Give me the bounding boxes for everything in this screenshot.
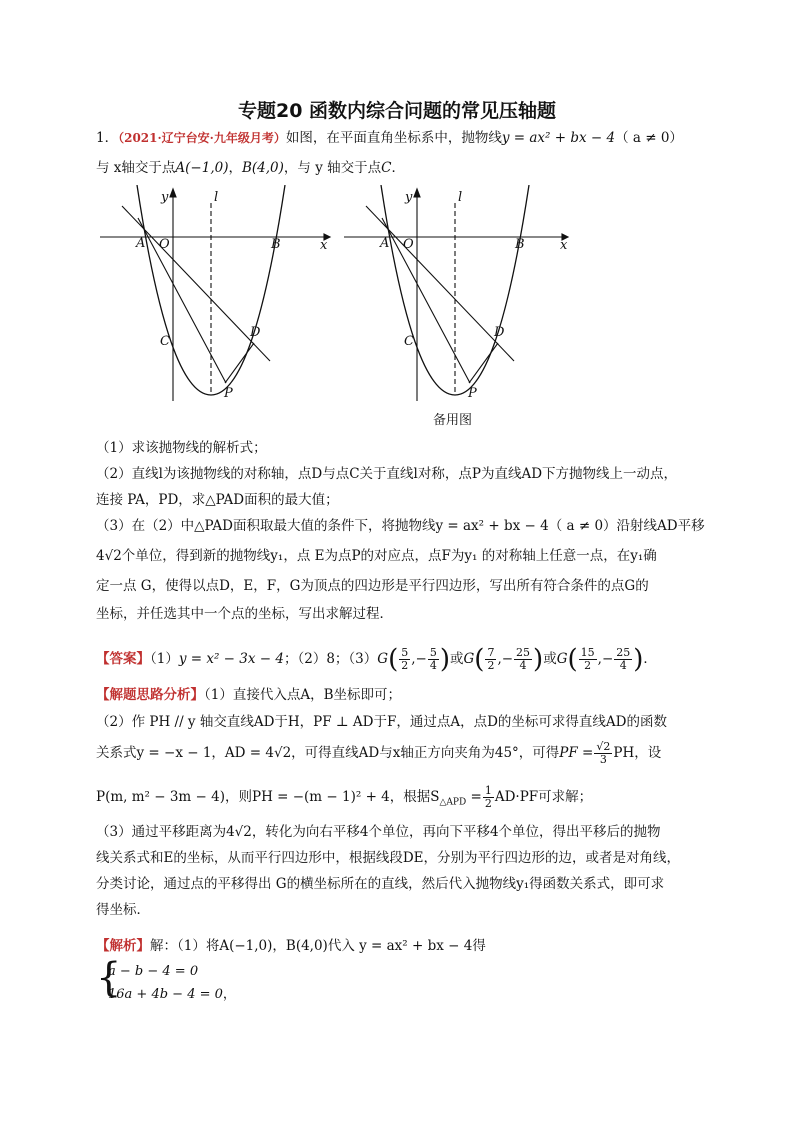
analysis-line-6: 线关系式和E的坐标，从而平行四边形中，根据线段DE，分别为平行四边形的边，或者是对角线， — [96, 850, 681, 866]
g2-y-num: 25 — [516, 646, 531, 659]
stem-text: 与 x轴交于点 — [96, 160, 176, 176]
point-g-1: G — [377, 651, 389, 667]
answer-part-2: ；（2）8；（3） — [283, 651, 378, 667]
g3-y-den: 4 — [619, 659, 627, 672]
label-c: C — [160, 334, 170, 349]
analysis-line-4 — [96, 782, 592, 818]
label-x: x — [320, 238, 328, 253]
equals: = — [466, 789, 482, 805]
question-1: （1）求该抛物线的解析式； — [96, 440, 267, 456]
problem-stem-line-1 — [96, 128, 683, 148]
analysis-text: PH，设 — [613, 745, 662, 761]
stem-text: ，与 y 轴交于点 — [283, 160, 382, 176]
g2-y-den: 4 — [519, 659, 527, 672]
label-y: y — [161, 190, 169, 205]
parabola-equation: y = ax² + bx − 4 — [501, 130, 616, 146]
point-c: C — [381, 160, 392, 176]
system-brace: { — [96, 955, 122, 1001]
figure-caption: 备用图 — [433, 413, 473, 428]
comma: ， — [222, 987, 236, 1002]
analysis-text: 关系式y = −x − 1，AD = 4√2，可得直线AD与x轴正方向夹角为45°，可得 — [96, 745, 560, 761]
analysis-line-1 — [96, 685, 401, 705]
equation-text: 16a + 4b − 4 = 0 — [108, 987, 223, 1002]
analysis-line-5: （3）通过平移距离为4√2，转化为向右平移4个单位，再向下平移4个单位，得出平移后的抛物 — [96, 824, 661, 840]
line-pd — [225, 343, 254, 383]
period: ． — [643, 651, 657, 667]
label-y: y — [405, 190, 413, 205]
frac-den: 3 — [599, 753, 607, 766]
analysis-line-3 — [96, 738, 661, 768]
parabola-figure-backup — [340, 185, 580, 407]
y-axis-arrow — [170, 189, 176, 197]
label-b: B — [515, 237, 525, 252]
g1-x-num: 5 — [401, 646, 409, 659]
parabola-figure-main — [96, 185, 336, 407]
g3-y-num: 25 — [616, 646, 631, 659]
page-title: 专题20 函数内综合问题的常见压轴题 — [237, 100, 557, 122]
solution-text: 解：（1）将A(−1,0)，B(4,0)代入 y = ax² + bx − 4得 — [150, 938, 486, 954]
question-3-line-4: 坐标，并任选其中一个点的坐标，写出求解过程． — [96, 606, 393, 622]
analysis-line-8: 得坐标． — [96, 902, 150, 918]
system-equation-1: a − b − 4 = 0 — [108, 964, 199, 979]
analysis-label: 【解题思路分析】 — [96, 687, 204, 703]
answer-part-1: （1） — [150, 651, 179, 667]
label-a: A — [380, 236, 390, 251]
point-g-2: G — [463, 651, 475, 667]
system-equation-2 — [108, 983, 236, 1002]
label-p: P — [224, 386, 233, 401]
analysis-line-7: 分类讨论，通过点的平移得出 G的横坐标所在的直线，然后代入抛物线y₁得函数关系式，即可求 — [96, 876, 665, 892]
label-l: l — [458, 190, 463, 205]
frac-num: √2 — [596, 740, 611, 753]
solution-label: 【解析】 — [96, 938, 150, 954]
analysis-line-2: （2）作 PH // y 轴交直线AD于H，PF ⊥ AD于F，通过点A，点D的坐标可求得直线AD的函数 — [96, 714, 667, 730]
question-2-line-2: 连接 PA，PD，求△PAD面积的最大值； — [96, 492, 339, 508]
problem-number: 1． — [96, 130, 119, 146]
line-pd — [469, 343, 498, 383]
question-2-line-1: （2）直线l为该抛物线的对称轴，点D与点C关于直线l对称，点P为直线AD下方抛物线上一动点， — [96, 466, 678, 482]
answer-label: 【答案】 — [96, 651, 150, 667]
label-l: l — [214, 190, 219, 205]
question-3-line-2: 4√2个单位，得到新的抛物线y₁，点 E为点P的对应点，点F为y₁ 的对称轴上任意一点，在y₁确 — [96, 548, 657, 564]
pf-expression: PF = — [559, 745, 594, 761]
g3-x-den: 2 — [584, 659, 592, 672]
g1-y-num: 5 — [429, 646, 437, 659]
y-axis-arrow — [414, 189, 420, 197]
problem-source: （2021·辽宁台安·九年级月考） — [118, 131, 286, 145]
label-b: B — [271, 237, 281, 252]
or-text: 或 — [543, 651, 557, 667]
label-o: O — [159, 237, 170, 252]
label-c: C — [404, 334, 414, 349]
analysis-text: P(m, m² − 3m − 4)，则PH = −(m − 1)² + 4，根据S — [96, 789, 440, 805]
label-d: D — [494, 325, 505, 340]
g2-x-den: 2 — [487, 659, 495, 672]
g1-x-den: 2 — [401, 659, 409, 672]
stem-text: 如图，在平面直角坐标系中，抛物线 — [285, 130, 502, 146]
period: ． — [391, 160, 405, 176]
point-b: B(4,0) — [241, 160, 284, 176]
label-d: D — [250, 325, 261, 340]
g3-x-num: 15 — [580, 646, 595, 659]
analysis-text: （1）直接代入点A，B坐标即可； — [204, 687, 402, 703]
g2-x-num: 7 — [487, 646, 495, 659]
g1-y-den: 4 — [429, 659, 437, 672]
frac-den: 2 — [484, 797, 492, 810]
label-a: A — [136, 236, 146, 251]
point-g-3: G — [556, 651, 568, 667]
analysis-text: AD·PF可求解； — [494, 789, 593, 805]
label-p: P — [468, 386, 477, 401]
point-a: A(−1,0) — [175, 160, 229, 176]
or-text: 或 — [449, 651, 464, 667]
frac-num: 1 — [484, 784, 492, 797]
answer-line: 【答案】（1）y = x² − 3x − 4；（2）8；（3）G( $\frac{5}{2}$ ,− $\frac{5}{4}$ )或G( $\frac{7}{2}$ ,− $\frac{25}{4}$ )或G( $\frac{15}{2}$ ,− $\frac{25}{4}$ )． — [96, 644, 657, 675]
label-o: O — [403, 237, 414, 252]
condition: （ a ≠ 0） — [615, 130, 683, 146]
answer-equation: y = x² − 3x − 4 — [178, 651, 284, 667]
area-subscript: △APD — [439, 797, 467, 808]
question-3-line-1: （3）在（2）中△PAD面积取最大值的条件下，将抛物线y = ax² + bx − 4（ a ≠ 0）沿射线AD平移 — [96, 518, 705, 534]
separator: ， — [228, 160, 242, 176]
solution-line-1 — [96, 936, 486, 956]
question-3-line-3: 定一点 G，使得以点D，E，F，G为顶点的四边形是平行四边形，写出所有符合条件的点G的 — [96, 578, 649, 594]
problem-stem-line-2 — [96, 158, 405, 178]
label-x: x — [560, 238, 568, 253]
